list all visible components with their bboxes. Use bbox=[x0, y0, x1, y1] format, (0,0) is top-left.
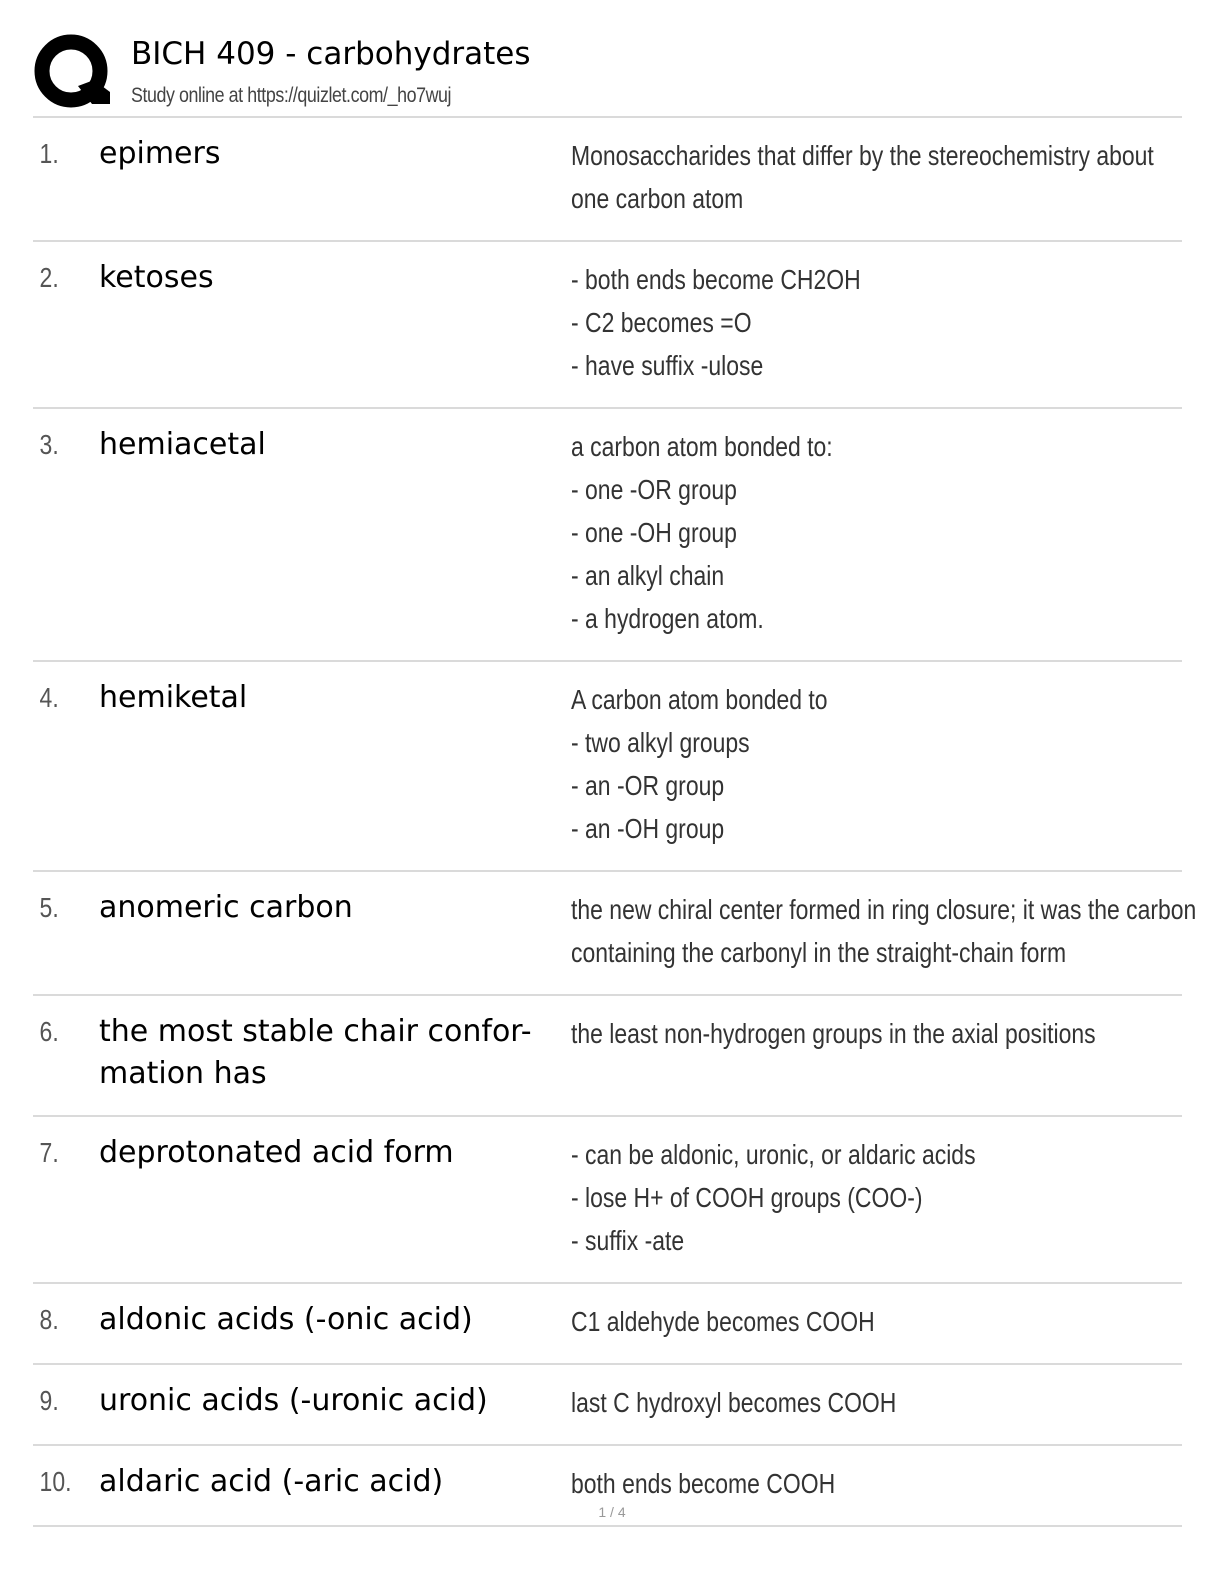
card-definition bbox=[571, 1012, 1211, 1055]
definition-line: one carbon atom bbox=[571, 183, 744, 214]
definition-line: Monosaccharides that differ by the stereochemistry about bbox=[571, 140, 1154, 171]
definition-line: - an alkyl chain bbox=[571, 560, 725, 591]
card-definition bbox=[571, 1133, 1182, 1262]
definition-line: the new chiral center formed in ring closure; it was the carbon bbox=[571, 894, 1197, 925]
card-term: anomeric carbon bbox=[99, 890, 353, 925]
definition-line: - can be aldonic, uronic, or aldaric acids bbox=[571, 1139, 976, 1170]
flashcard-row bbox=[33, 1365, 1182, 1446]
definition-line: a carbon atom bonded to: bbox=[571, 431, 833, 462]
flashcard-row bbox=[33, 118, 1182, 242]
definition-line: - one -OR group bbox=[571, 474, 737, 505]
card-number: 3. bbox=[39, 429, 59, 460]
definition-line: containing the carbonyl in the straight-chain form bbox=[571, 937, 1067, 968]
card-definition bbox=[571, 1381, 1182, 1424]
card-term: deprotonated acid form bbox=[99, 1135, 454, 1170]
card-definition bbox=[571, 678, 1182, 850]
card-number: 7. bbox=[39, 1137, 59, 1168]
card-number: 9. bbox=[39, 1385, 59, 1416]
flashcard-row bbox=[33, 409, 1182, 662]
definition-line: C1 aldehyde becomes COOH bbox=[571, 1306, 875, 1337]
flashcard-row bbox=[33, 1284, 1182, 1365]
study-online-link[interactable]: Study online at https://quizlet.com/_ho7wuj bbox=[131, 84, 452, 107]
card-term: aldaric acid (-aric acid) bbox=[99, 1464, 444, 1499]
card-term: the most stable chair confor- mation has bbox=[99, 1014, 532, 1091]
definition-line: last C hydroxyl becomes COOH bbox=[571, 1387, 897, 1418]
document-header bbox=[34, 34, 1182, 114]
card-term: hemiacetal bbox=[99, 427, 266, 462]
definition-line: - lose H+ of COOH groups (COO-) bbox=[571, 1182, 923, 1213]
definition-line: - have suffix -ulose bbox=[571, 350, 764, 381]
flashcard-row bbox=[33, 872, 1197, 996]
flashcard-row bbox=[33, 1117, 1182, 1284]
card-number: 10. bbox=[39, 1466, 72, 1497]
card-number: 8. bbox=[39, 1304, 59, 1335]
card-term: ketoses bbox=[99, 260, 214, 295]
card-term: epimers bbox=[99, 136, 221, 171]
card-term: uronic acids (-uronic acid) bbox=[99, 1383, 488, 1418]
definition-line: - two alkyl groups bbox=[571, 727, 750, 758]
card-definition bbox=[571, 258, 1182, 387]
card-definition bbox=[571, 134, 1224, 220]
definition-line: - both ends become CH2OH bbox=[571, 264, 861, 295]
definition-line: - C2 becomes =O bbox=[571, 307, 752, 338]
card-definition bbox=[571, 425, 1182, 640]
definition-line: - suffix -ate bbox=[571, 1225, 685, 1256]
card-number: 1. bbox=[39, 138, 59, 169]
definition-line: A carbon atom bonded to bbox=[571, 684, 828, 715]
card-number: 5. bbox=[39, 892, 59, 923]
definition-line: the least non-hydrogen groups in the axial positions bbox=[571, 1018, 1096, 1049]
definition-line: - one -OH group bbox=[571, 517, 737, 548]
card-number: 2. bbox=[39, 262, 59, 293]
definition-line: - an -OR group bbox=[571, 770, 725, 801]
card-number: 4. bbox=[39, 682, 59, 713]
card-definition bbox=[571, 1462, 1182, 1505]
quizlet-logo-icon bbox=[34, 34, 112, 112]
card-number: 6. bbox=[39, 1016, 59, 1047]
page-number: 1 / 4 bbox=[598, 1504, 626, 1520]
card-term: aldonic acids (-onic acid) bbox=[99, 1302, 473, 1337]
definition-line: - a hydrogen atom. bbox=[571, 603, 764, 634]
flashcard-row bbox=[33, 242, 1182, 409]
flashcard-row bbox=[33, 662, 1182, 872]
definition-line: - an -OH group bbox=[571, 813, 725, 844]
card-definition bbox=[571, 888, 1224, 974]
page-title: BICH 409 - carbohydrates bbox=[131, 36, 531, 72]
flashcard-list bbox=[33, 116, 1197, 1527]
card-definition bbox=[571, 1300, 1182, 1343]
flashcard-row bbox=[33, 996, 1182, 1117]
card-term: hemiketal bbox=[99, 680, 248, 715]
definition-line: both ends become COOH bbox=[571, 1468, 836, 1499]
